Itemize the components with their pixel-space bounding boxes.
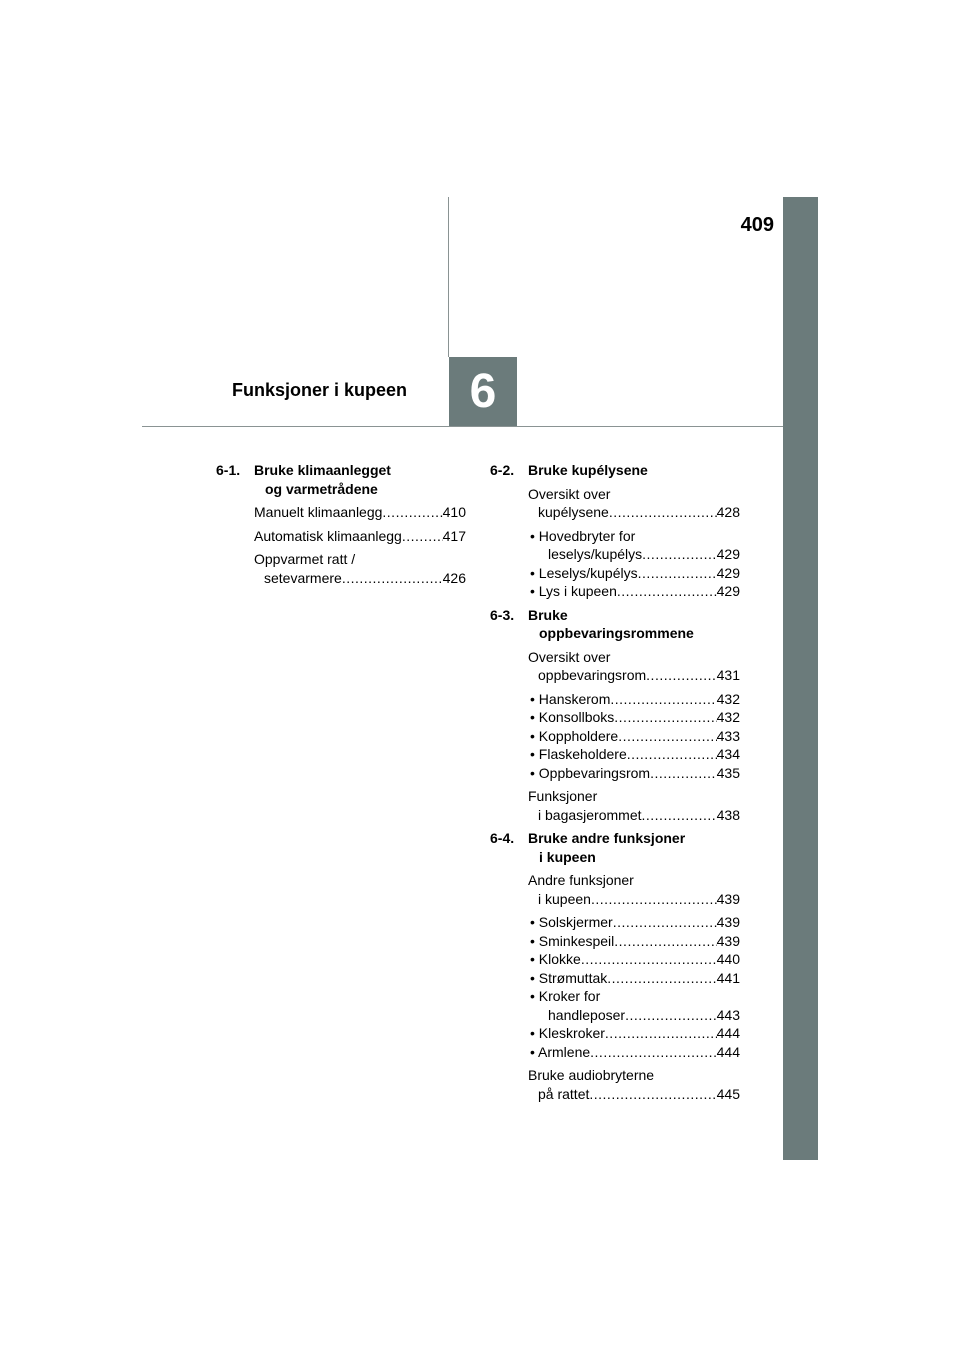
toc-subentry-kroker[interactable]: • Kroker for handleposer ..... 443 (528, 987, 740, 1024)
page-ref: 440 (716, 951, 740, 967)
page-ref: 439 (716, 914, 740, 930)
section-heading (490, 461, 740, 480)
page-ref: 426 (442, 569, 466, 586)
page-ref: 432 (716, 690, 740, 707)
page-ref: 429 (716, 546, 740, 562)
toc-subentry-hovedbryter[interactable]: • Hovedbryter for leselys/kupélys ..... 429 (528, 527, 740, 564)
toc-subentry-koppholdere[interactable]: • Koppholdere ..... 433 (528, 727, 740, 746)
page-ref: 431 (716, 667, 740, 683)
page-ref: 433 (716, 727, 740, 744)
toc-entry-manuelt-klimaanlegg[interactable]: Manuelt klimaanlegg ..... 410 (254, 503, 466, 522)
toc-entry-oppvarmet-ratt[interactable]: Oppvarmet ratt / setevarmere ..... 426 (254, 550, 466, 587)
section-number: 6-3. (490, 606, 515, 623)
page-ref: 439 (716, 890, 740, 907)
toc-subentry-klokke[interactable]: • Klokke ..... 440 (528, 950, 740, 969)
toc-subentry-armlene[interactable]: • Armlene ..... 444 (528, 1043, 740, 1062)
toc-subentry-leselys[interactable]: • Leselys/kupélys ..... 429 (528, 564, 740, 583)
section-heading (216, 461, 466, 498)
page-ref: 439 (716, 932, 740, 949)
page-ref: 428 (716, 504, 740, 520)
page-ref: 444 (716, 1043, 740, 1060)
page-ref: 445 (716, 1085, 740, 1102)
section-title: Bruke klimaanlegget og varmetrådene (254, 462, 391, 497)
page-ref: 443 (716, 1006, 740, 1023)
header-horizontal-rule (142, 426, 783, 427)
toc-subentry-flaskeholdere[interactable]: • Flaskeholdere ..... 434 (528, 745, 740, 764)
page-ref: 434 (716, 746, 740, 762)
page-ref: 432 (716, 709, 740, 725)
section-title: Bruke oppbevaringsrommene (528, 606, 694, 641)
chapter-side-tab (783, 197, 818, 1160)
toc-subentry-sminkespeil[interactable]: • Sminkespeil ..... 439 (528, 932, 740, 951)
toc-entry-audiobryterne[interactable]: Bruke audiobryterne på rattet ..... 445 (528, 1066, 740, 1103)
toc-subentry-konsollboks[interactable]: • Konsollboks ..... 432 (528, 708, 740, 727)
section-number: 6-1. (216, 462, 241, 478)
page-ref: 438 (716, 806, 740, 823)
section-number: 6-4. (490, 830, 515, 846)
toc-entry-oversikt-oppbevaringsrom[interactable]: Oversikt over oppbevaringsrom ..... 431 (528, 648, 740, 685)
toc-right-column (490, 461, 740, 1108)
section-heading (490, 606, 740, 643)
header-vertical-rule (448, 197, 449, 357)
toc-subentry-oppbevaringsrom[interactable]: • Oppbevaringsrom ..... 435 (528, 764, 740, 783)
toc-section-6-2 (490, 461, 740, 601)
page-ref: 444 (716, 1025, 740, 1041)
section-title: Bruke andre funksjoner i kupeen (528, 830, 686, 865)
toc-subentry-lys-i-kupeen[interactable]: • Lys i kupeen ..... 429 (528, 582, 740, 601)
section-title: Bruke kupélysene (528, 462, 648, 478)
toc-entry-funksjoner-bagasjerommet[interactable]: Funksjoner i bagasjerommet ..... 438 (528, 787, 740, 824)
section-number: 6-2. (490, 462, 515, 478)
page-ref: 429 (716, 564, 740, 581)
toc-entry-andre-funksjoner[interactable]: Andre funksjoner i kupeen ..... 439 (528, 871, 740, 908)
page-ref: 410 (442, 504, 466, 520)
page-ref: 429 (716, 583, 740, 599)
toc-subentry-hanskerom[interactable]: • Hanskerom ..... 432 (528, 690, 740, 709)
page-ref: 441 (716, 969, 740, 986)
section-heading (490, 829, 740, 866)
toc-entry-automatisk-klimaanlegg[interactable]: Automatisk klimaanlegg ..... 417 (254, 527, 466, 546)
page-number: 409 (740, 214, 774, 236)
toc-entry-oversikt-kupelysene[interactable]: Oversikt over kupélysene ..... 428 (528, 485, 740, 522)
toc-subentry-kleskroker[interactable]: • Kleskroker ..... 444 (528, 1024, 740, 1043)
toc-subentry-solskjermer[interactable]: • Solskjermer ..... 439 (528, 913, 740, 932)
toc-subentry-stromuttak[interactable]: • Strømuttak ..... 441 (528, 969, 740, 988)
chapter-number-box: 6 (449, 357, 517, 426)
toc-section-6-1 (216, 461, 466, 587)
toc-section-6-4 (490, 829, 740, 1103)
toc-left-column (216, 461, 466, 592)
page-ref: 435 (716, 764, 740, 781)
toc-section-6-3 (490, 606, 740, 825)
page-ref: 417 (442, 527, 466, 544)
chapter-title: Funksjoner i kupeen (232, 380, 408, 400)
